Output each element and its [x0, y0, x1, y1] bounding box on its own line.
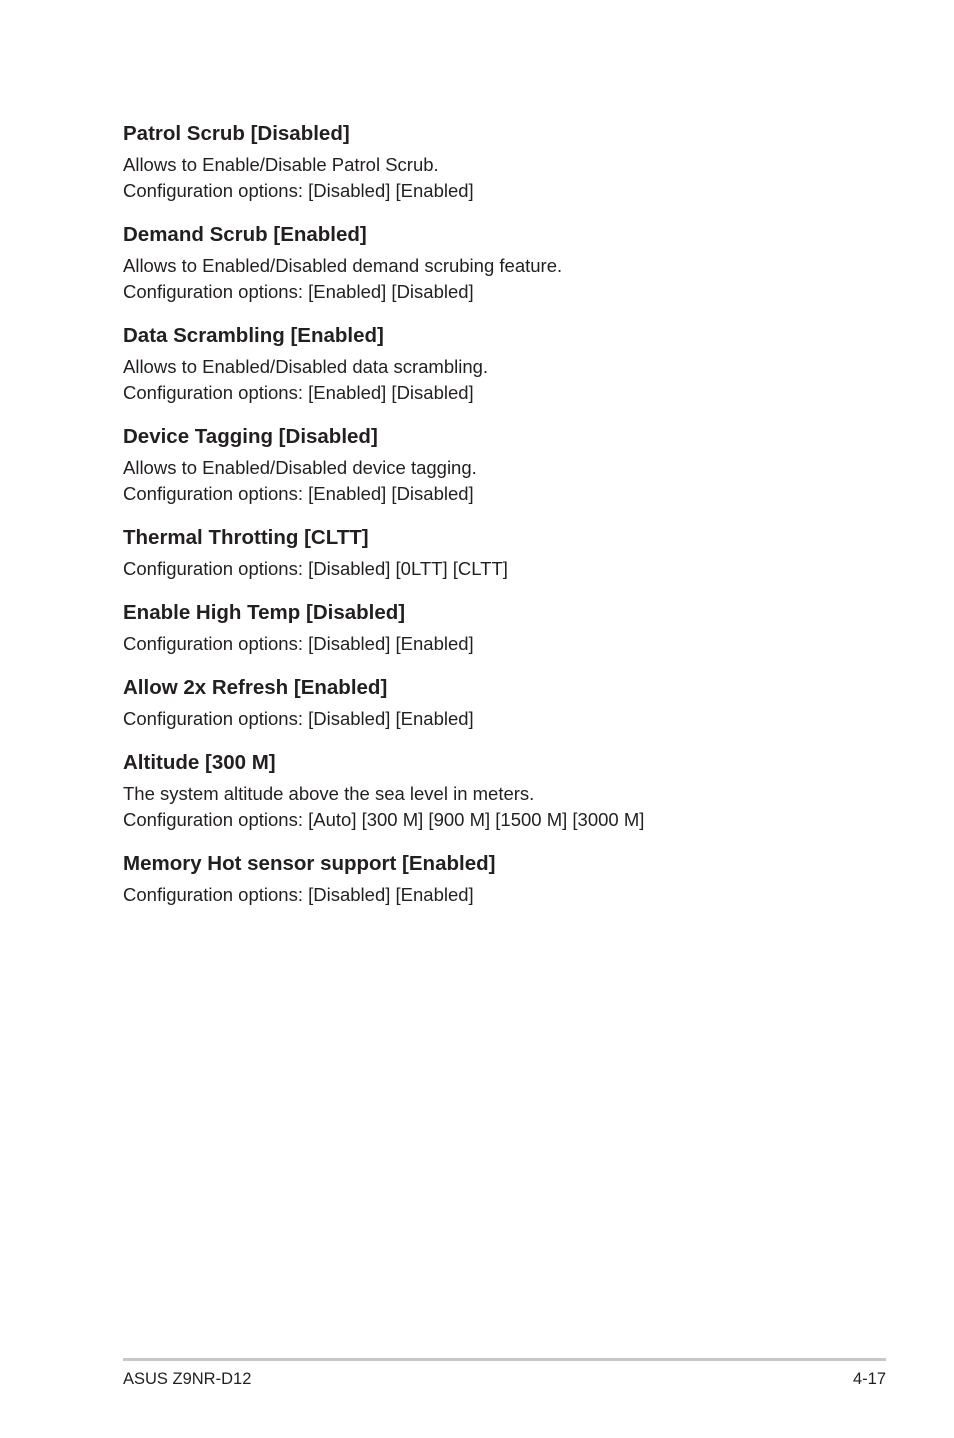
footer-page-number: 4-17	[852, 1370, 886, 1388]
section-title: Allow 2x Refresh [Enabled]	[123, 676, 388, 699]
section-title: Device Tagging [Disabled]	[123, 425, 378, 448]
section-patrol-scrub	[123, 120, 883, 204]
section-options: Configuration options: [Disabled] [Enabled]	[123, 633, 474, 654]
section-device-tagging	[123, 423, 883, 507]
section-title: Enable High Temp [Disabled]	[123, 601, 406, 624]
section-memory-hot-sensor	[123, 850, 883, 908]
section-allow-2x-refresh	[123, 674, 883, 732]
section-options: Configuration options: [Auto] [300 M] [900 M] [1500 M] [3000 M]	[123, 809, 645, 830]
section-title: Altitude [300 M]	[123, 751, 276, 774]
section-description: Allows to Enabled/Disabled data scrambling.	[123, 356, 489, 377]
section-altitude	[123, 749, 883, 833]
section-title: Memory Hot sensor support [Enabled]	[123, 852, 496, 875]
section-description: The system altitude above the sea level in meters.	[123, 783, 535, 804]
section-options: Configuration options: [Disabled] [Enabled]	[123, 708, 474, 729]
section-title: Demand Scrub [Enabled]	[123, 223, 367, 246]
section-title: Patrol Scrub [Disabled]	[123, 122, 350, 145]
section-data-scrambling	[123, 322, 883, 406]
section-options: Configuration options: [Disabled] [0LTT] [CLTT]	[123, 558, 508, 579]
section-title: Thermal Throtting [CLTT]	[123, 526, 369, 549]
section-description: Allows to Enabled/Disabled device tagging.	[123, 457, 477, 478]
section-enable-high-temp	[123, 599, 883, 657]
section-options: Configuration options: [Disabled] [Enabled]	[123, 884, 474, 905]
section-demand-scrub	[123, 221, 883, 305]
document-body	[123, 120, 883, 925]
section-thermal-throtting	[123, 524, 883, 582]
section-description: Allows to Enable/Disable Patrol Scrub.	[123, 154, 439, 175]
section-options: Configuration options: [Enabled] [Disabled]	[123, 483, 474, 504]
footer-divider	[123, 1358, 886, 1361]
section-title: Data Scrambling [Enabled]	[123, 324, 384, 347]
section-description: Allows to Enabled/Disabled demand scrubing feature.	[123, 255, 563, 276]
footer-product-name: ASUS Z9NR-D12	[123, 1370, 252, 1388]
section-options: Configuration options: [Enabled] [Disabled]	[123, 382, 474, 403]
section-options: Configuration options: [Disabled] [Enabled]	[123, 180, 474, 201]
section-options: Configuration options: [Enabled] [Disabled]	[123, 281, 474, 302]
